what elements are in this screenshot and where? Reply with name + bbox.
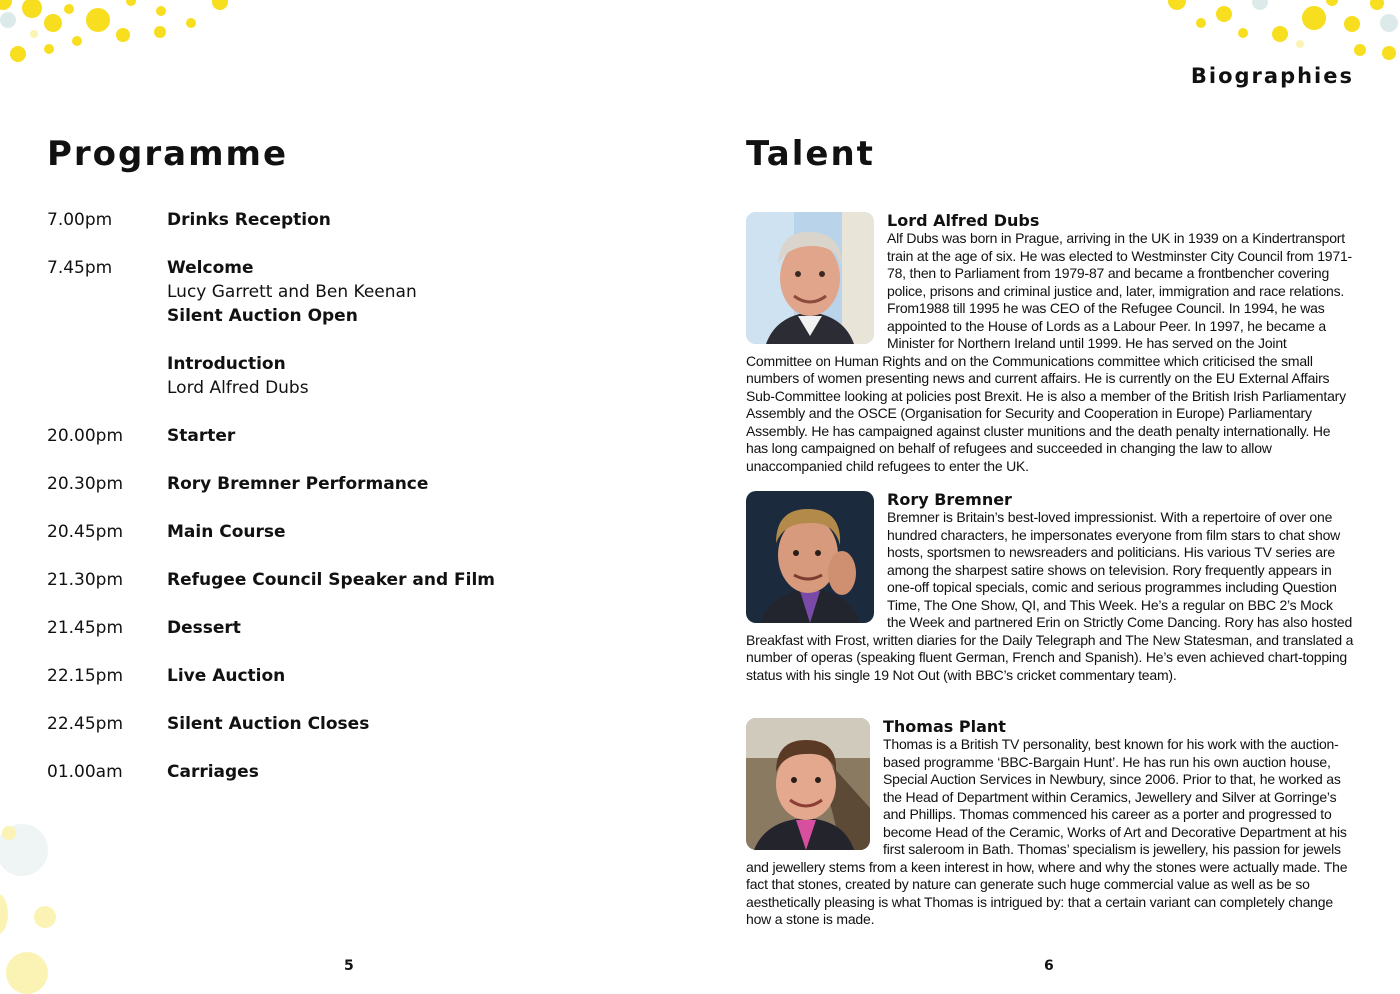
programme-item-title: Rory Bremner Performance: [167, 474, 429, 494]
bio-name: Thomas Plant: [883, 717, 1006, 736]
programme-time: 21.45pm: [47, 618, 124, 638]
programme-row: [47, 520, 607, 544]
programme-items: [167, 520, 607, 544]
programme-items: [167, 424, 607, 448]
programme-block: [167, 352, 607, 400]
programme-item-title: Welcome: [167, 258, 254, 278]
page-number-right: 6: [1044, 958, 1054, 974]
programme-row: [47, 664, 607, 688]
programme-time: 01.00am: [47, 762, 123, 782]
right-page: [700, 0, 1400, 993]
bio-name: Rory Bremner: [887, 490, 1012, 509]
programme-block: [167, 424, 607, 448]
programme-items: [167, 616, 607, 640]
programme-block: [167, 712, 607, 736]
page-title-talent: Talent: [746, 134, 875, 174]
programme-row: [47, 568, 607, 592]
programme-item-subtitle: Lucy Garrett and Ben Keenan: [167, 282, 417, 302]
programme-row: [47, 712, 607, 736]
programme-row: [47, 424, 607, 448]
programme-item-title: Introduction: [167, 354, 286, 374]
programme-time: 20.45pm: [47, 522, 124, 542]
programme-time: 22.45pm: [47, 714, 124, 734]
programme-item-title: Live Auction: [167, 666, 286, 686]
bio-name: Lord Alfred Dubs: [887, 211, 1040, 230]
programme-item-title: Starter: [167, 426, 236, 446]
bio-text: Alf Dubs was born in Prague, arriving in the UK in 1939 on a Kindertransport train at the age of six. He was elected to Westminster City Council from 1971-78, then to Parliament from 1979-87 and became a frontbencher covering police, prisons and criminal justice and, later, immigration and race relations. From1988 till 1995 he was CEO of the Refugee Council. In 1994, he was appointed to the House of Lords as a Labour Peer. In 1997, he became a Minister for Northern Ireland until 1999. He has served on the Joint Committee on Human Rights and on the Communications committee which criticised the small numbers of women presenting news and current affairs. He is currently on the EU External Affairs Sub-Committee looking at policies post Brexit. He is also a member of the British Irish Parliamentary Assembly and the OSCE (Organisation for Security and Cooperation in Europe) Parliamentary Assembly. He has campaigned against cluster munitions and the death penalty internationally. He has long campaigned on behalf of refugees and succeeded in changing the law to allow unaccompanied child refugees to enter the UK.: [746, 230, 1353, 474]
programme-row: [47, 760, 607, 784]
programme-item-title: Refugee Council Speaker and Film: [167, 570, 496, 590]
decorative-dots-top-right: [1160, 0, 1400, 70]
bio-thomas-plant: [746, 718, 1354, 929]
decorative-dots-bottom-left: [0, 810, 60, 993]
portrait-photo: [746, 212, 874, 344]
left-page: [0, 0, 700, 993]
programme-items: [167, 760, 607, 784]
bio-rory-bremner: [746, 491, 1354, 684]
programme-time: 20.00pm: [47, 426, 124, 446]
programme-block: [167, 472, 607, 496]
programme-row: [47, 472, 607, 496]
programme-items: [167, 664, 607, 688]
programme-item-title: Silent Auction Open: [167, 306, 358, 326]
programme-block: [167, 256, 607, 328]
programme-time: 21.30pm: [47, 570, 124, 590]
bio-lord-alfred-dubs: [746, 212, 1354, 475]
decorative-dots-top-left: [0, 0, 240, 70]
programme-item-title: Carriages: [167, 762, 259, 782]
programme-item-title: Silent Auction Closes: [167, 714, 370, 734]
programme-items: [167, 256, 607, 400]
page-title-programme: Programme: [47, 134, 289, 174]
programme-items: [167, 712, 607, 736]
programme-row: [47, 616, 607, 640]
bio-text: Bremner is Britain’s best-loved impressionist. With a repertoire of over one hundred characters, he impersonates everyone from film stars to chat show hosts, sportsmen to newsreaders and politicians. His various TV series are among the sharpest satire shows on television. Rory frequently appears in one-off topical specials, comic and serious programmes including Question Time, The One Show, QI, and This Week. He’s a regular on BBC 2’s Mock the Week and partnered Erin on Strictly Come Dancing. Rory has also hosted Breakfast with Frost, written diaries for the Daily Telegraph and The New Statesman, and translated a number of operas (speaking fluent German, French and Spanish). He’s even achieved chart-topping status with his single 19 Not Out (with BBC’s cricket commentary team).: [746, 509, 1354, 683]
programme-list: [47, 208, 607, 808]
programme-item-subtitle: Lord Alfred Dubs: [167, 378, 309, 398]
programme-block: [167, 616, 607, 640]
programme-block: [167, 520, 607, 544]
portrait-photo: [746, 491, 874, 623]
programme-time: 22.15pm: [47, 666, 124, 686]
programme-item-title: Dessert: [167, 618, 241, 638]
programme-block: [167, 568, 607, 592]
programme-item-title: Drinks Reception: [167, 210, 331, 230]
programme-time: 20.30pm: [47, 474, 124, 494]
portrait-photo: [746, 718, 870, 850]
programme-block: [167, 208, 607, 232]
programme-block: [167, 760, 607, 784]
programme-time: 7.45pm: [47, 258, 113, 278]
page-number-left: 5: [344, 958, 354, 974]
programme-items: [167, 472, 607, 496]
programme-block: [167, 664, 607, 688]
programme-time: 7.00pm: [47, 210, 113, 230]
bio-text: Thomas is a British TV personality, best known for his work with the auction-based programme ‘BBC-Bargain Hunt’. He has run his own auction house, Special Auction Services in Newbury, since 2006. Prior to that, he worked as the Head of Department within Ceramics, Jewellery and Silver at Gorringe’s and Phillips. Thomas commenced his career as a porter and progressed to become Head of the Ceramic, Works of Art and Decorative Department at his first saleroom in Bath. Thomas’ specialism is jewellery, his passion for jewels and jewellery stems from a keen interest in how, where and why the stones were actually made. The fact that stones, created by nature can generate such huge commercial value as well as be so aesthetically pleasing is what Thomas is intrigued by: that a certain variant can completely change how a stone is made.: [746, 736, 1348, 927]
programme-row: [47, 208, 607, 232]
programme-item-title: Main Course: [167, 522, 286, 542]
programme-items: [167, 568, 607, 592]
section-label-biographies: Biographies: [1190, 64, 1354, 88]
programme-items: [167, 208, 607, 232]
programme-row: [47, 256, 607, 400]
